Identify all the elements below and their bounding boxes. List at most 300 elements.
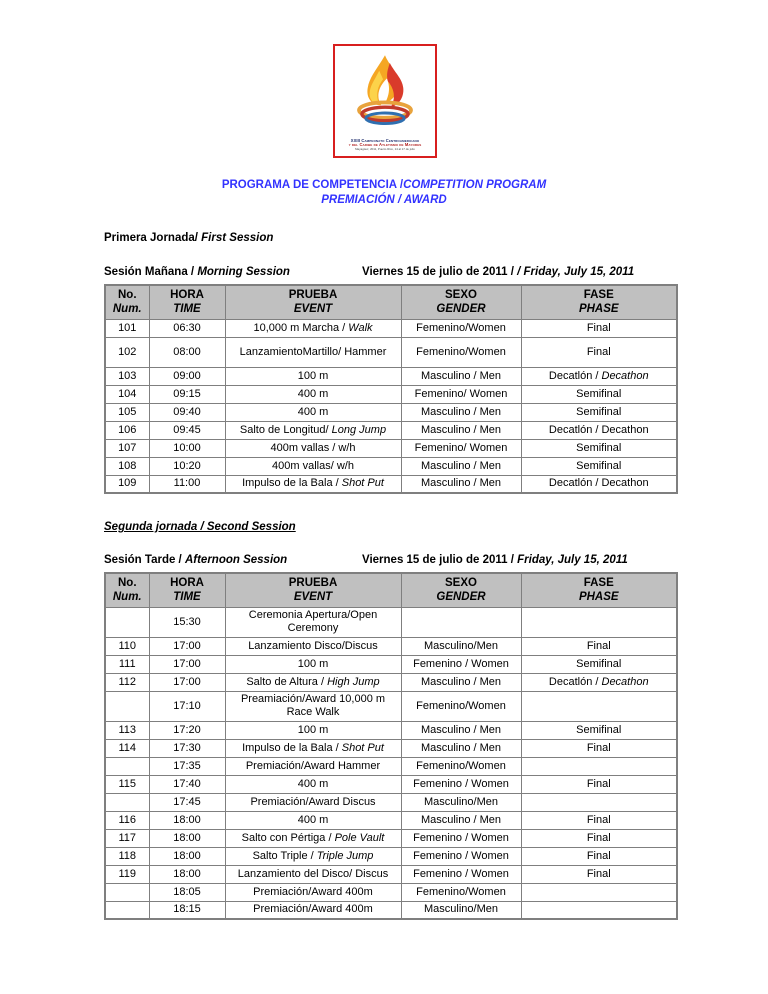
table-row — [105, 829, 677, 847]
cell-number — [105, 793, 149, 811]
cell-gender — [401, 607, 521, 637]
cell-phase-text: Final — [586, 639, 611, 652]
table-row — [105, 457, 677, 475]
cell-phase — [521, 607, 677, 637]
cell-event-text: Impulso de la Bala / — [242, 741, 342, 754]
cell-gender — [401, 847, 521, 865]
cell-number — [105, 829, 149, 847]
col-header-no-en: Num. — [112, 591, 142, 604]
cell-phase — [521, 385, 677, 403]
table-row — [105, 811, 677, 829]
cell-number-text: 102 — [118, 345, 137, 358]
cell-gender — [401, 403, 521, 421]
cell-time — [149, 439, 225, 457]
morning-session-date — [362, 266, 634, 278]
cell-gender — [401, 721, 521, 739]
cell-phase — [521, 721, 677, 739]
afternoon-session-date-es: Viernes 15 de julio de 2011 / — [362, 554, 518, 566]
cell-phase — [521, 739, 677, 757]
col-header-phase-es: FASE — [583, 577, 614, 590]
cell-time-text: 15:30 — [173, 615, 201, 628]
cell-phase — [521, 637, 677, 655]
cell-phase — [521, 757, 677, 775]
cell-number — [105, 385, 149, 403]
cell-gender-text: Masculino / Men — [420, 423, 502, 436]
first-session-heading — [104, 232, 273, 244]
col-header-no-en: Num. — [112, 303, 142, 316]
cell-gender — [401, 829, 521, 847]
table-row — [105, 655, 677, 673]
logo-inner — [335, 46, 435, 156]
col-header-no-es: No. — [117, 289, 137, 302]
cell-gender — [401, 865, 521, 883]
cell-phase — [521, 793, 677, 811]
cell-event — [225, 883, 401, 901]
cell-number-text: 106 — [118, 423, 137, 436]
cell-number — [105, 811, 149, 829]
cell-phase-text: Final — [586, 813, 611, 826]
cell-phase — [521, 775, 677, 793]
cell-phase — [521, 475, 677, 493]
cell-number — [105, 439, 149, 457]
cell-event-text: Premiación/Award Hammer — [245, 759, 381, 772]
cell-event-text: 400 m — [297, 387, 329, 400]
cell-time-text: 06:30 — [173, 321, 201, 334]
logo-caption-line3: Mayagüez, 2011, Puerto Rico, 14 al 17 de julio — [355, 146, 415, 151]
cell-number-text: 115 — [118, 777, 137, 790]
cell-time — [149, 637, 225, 655]
cell-time-text: 09:00 — [173, 369, 201, 382]
cell-number — [105, 457, 149, 475]
table-row — [105, 367, 677, 385]
cell-time — [149, 757, 225, 775]
cell-gender-text: Femenino/Women — [416, 321, 506, 334]
table-row — [105, 319, 677, 337]
cell-time — [149, 829, 225, 847]
cell-number-text: 112 — [118, 675, 137, 688]
cell-phase-text: Final — [586, 777, 611, 790]
cell-number — [105, 367, 149, 385]
cell-time — [149, 847, 225, 865]
cell-event-text: Salto con Pértiga / — [241, 831, 335, 844]
table-row — [105, 793, 677, 811]
cell-time-text: 17:20 — [173, 723, 201, 736]
morning-schedule-table — [104, 284, 678, 494]
page-title — [0, 178, 768, 208]
col-header-gender-en: GENDER — [436, 303, 486, 316]
cell-event — [225, 367, 401, 385]
cell-phase-text: Decatlón / — [548, 369, 602, 382]
cell-time-text: 10:00 — [173, 441, 201, 454]
cell-phase-text: Decatlón / Decathon — [548, 423, 649, 436]
cell-event — [225, 475, 401, 493]
cell-event — [225, 319, 401, 337]
cell-gender — [401, 811, 521, 829]
cell-gender-text: Masculino/Men — [424, 903, 498, 916]
cell-gender — [401, 385, 521, 403]
cell-time-text: 17:00 — [173, 639, 201, 652]
afternoon-table-head — [105, 573, 677, 607]
flame-torch-icon — [335, 49, 435, 127]
morning-session-label-es: Sesión Mañana / — [104, 266, 198, 278]
page-title-line1-en: COMPETITION PROGRAM — [403, 179, 547, 191]
cell-gender-text: Masculino / Men — [420, 369, 502, 382]
cell-gender-text: Masculino/Men — [424, 639, 498, 652]
afternoon-session-date — [362, 554, 628, 566]
cell-number — [105, 775, 149, 793]
table-row — [105, 607, 677, 637]
afternoon-session-label-en: Afternoon Session — [184, 554, 288, 566]
table-row — [105, 775, 677, 793]
cell-event-text: Lanzamiento del Disco/ Discus — [237, 867, 389, 880]
cell-event-text-en: Walk — [348, 321, 373, 334]
cell-time — [149, 421, 225, 439]
cell-number-text: 104 — [118, 387, 137, 400]
cell-event-text: 100 m — [297, 723, 329, 736]
cell-time — [149, 367, 225, 385]
cell-phase — [521, 865, 677, 883]
cell-gender — [401, 739, 521, 757]
cell-number — [105, 319, 149, 337]
cell-time-text: 17:00 — [173, 657, 201, 670]
cell-gender — [401, 421, 521, 439]
cell-event-text: 100 m — [297, 657, 329, 670]
table-row — [105, 475, 677, 493]
cell-time-text: 18:00 — [173, 813, 201, 826]
col-header-time-es: HORA — [170, 577, 204, 590]
cell-number — [105, 421, 149, 439]
cell-time-text: 17:40 — [173, 777, 201, 790]
morning-session-date-es: Viernes 15 de julio de 2011 / — [362, 266, 518, 278]
cell-event-text-en: Pole Vault — [334, 831, 385, 844]
table-row — [105, 385, 677, 403]
cell-time-text: 17:30 — [173, 741, 201, 754]
page-title-line1 — [0, 178, 768, 193]
cell-number — [105, 655, 149, 673]
cell-phase — [521, 883, 677, 901]
second-session-heading: Segunda jornada / Second Session — [104, 521, 296, 533]
morning-session-label — [104, 266, 290, 278]
table-row — [105, 421, 677, 439]
morning-table-body — [105, 319, 677, 493]
cell-event-text: 400 m — [297, 405, 329, 418]
cell-phase — [521, 811, 677, 829]
col-header-time — [149, 285, 225, 319]
col-header-time — [149, 573, 225, 607]
col-header-phase-en: PHASE — [578, 591, 619, 604]
cell-event — [225, 811, 401, 829]
cell-phase-text: Decatlón / Decathon — [548, 477, 649, 490]
cell-time-text: 17:00 — [173, 675, 201, 688]
cell-number-text: 111 — [118, 657, 136, 670]
cell-gender-text: Masculino / Men — [420, 723, 502, 736]
cell-phase — [521, 673, 677, 691]
table-row — [105, 403, 677, 421]
morning-table-head — [105, 285, 677, 319]
cell-gender-text: Femenino/Women — [416, 759, 506, 772]
cell-event — [225, 421, 401, 439]
cell-gender — [401, 655, 521, 673]
cell-phase — [521, 457, 677, 475]
cell-time-text: 09:40 — [173, 405, 201, 418]
cell-event-text: Lanzamiento Disco/Discus — [248, 639, 378, 652]
cell-time-text: 11:00 — [173, 477, 201, 490]
cell-phase-text: Decatlón / — [548, 675, 602, 688]
cell-time-text: 18:00 — [173, 831, 201, 844]
cell-number-text: 109 — [118, 477, 137, 490]
cell-number-text: 119 — [118, 867, 137, 880]
page-title-line1-es: PROGRAMA DE COMPETENCIA / — [221, 179, 404, 191]
col-header-no — [105, 285, 149, 319]
table-row — [105, 847, 677, 865]
cell-number-text: 108 — [118, 459, 137, 472]
cell-phase-text: Final — [586, 321, 611, 334]
cell-time-text: 09:15 — [173, 387, 201, 400]
cell-gender — [401, 367, 521, 385]
col-header-phase — [521, 285, 677, 319]
cell-time — [149, 901, 225, 919]
cell-time — [149, 319, 225, 337]
col-header-gender — [401, 285, 521, 319]
cell-event-text: Premiación/Award Discus — [250, 795, 376, 808]
cell-number — [105, 847, 149, 865]
col-header-gender-es: SEXO — [445, 577, 477, 590]
cell-event-text: 10,000 m Marcha / — [253, 321, 349, 334]
afternoon-session-label — [104, 554, 287, 566]
cell-phase-text: Final — [586, 867, 611, 880]
col-header-gender-en: GENDER — [436, 591, 486, 604]
cell-gender-text: Femenino/ Women — [414, 387, 508, 400]
cell-gender — [401, 901, 521, 919]
cell-gender-text: Masculino / Men — [420, 459, 502, 472]
cell-gender — [401, 793, 521, 811]
cell-time-text: 18:15 — [173, 903, 201, 916]
cell-phase-text: Semifinal — [576, 405, 622, 418]
cell-phase-text-en: Decathon — [601, 369, 649, 382]
cell-event — [225, 757, 401, 775]
cell-phase-text: Semifinal — [576, 723, 622, 736]
col-header-event — [225, 573, 401, 607]
cell-phase — [521, 691, 677, 721]
cell-gender — [401, 691, 521, 721]
cell-event-text: 400 m — [297, 813, 329, 826]
cell-phase — [521, 655, 677, 673]
cell-gender — [401, 673, 521, 691]
table-row — [105, 901, 677, 919]
cell-time — [149, 775, 225, 793]
cell-phase-text: Semifinal — [576, 459, 622, 472]
page-title-line2: PREMIACIÓN / AWARD — [321, 194, 447, 206]
table-row — [105, 739, 677, 757]
cell-number-text: 117 — [118, 831, 137, 844]
cell-event — [225, 739, 401, 757]
cell-event — [225, 721, 401, 739]
table-row — [105, 673, 677, 691]
col-header-gender-es: SEXO — [445, 289, 477, 302]
table-row — [105, 757, 677, 775]
cell-event-text-en: Shot Put — [341, 741, 384, 754]
col-header-phase-en: PHASE — [578, 303, 619, 316]
logo-caption-line2: y del Caribe de Atletismo de Mayores — [348, 142, 422, 148]
cell-phase — [521, 847, 677, 865]
morning-session-date-en: / Friday, July 15, 2011 — [517, 266, 635, 278]
cell-gender — [401, 637, 521, 655]
cell-gender — [401, 319, 521, 337]
cell-event — [225, 637, 401, 655]
cell-gender — [401, 883, 521, 901]
cell-gender — [401, 439, 521, 457]
cell-number — [105, 739, 149, 757]
table-row — [105, 439, 677, 457]
afternoon-session-date-en: Friday, July 15, 2011 — [517, 554, 628, 566]
cell-phase-text: Final — [586, 849, 611, 862]
cell-event — [225, 337, 401, 367]
cell-number — [105, 691, 149, 721]
cell-number — [105, 403, 149, 421]
cell-gender-text: Masculino/Men — [424, 795, 498, 808]
cell-event — [225, 385, 401, 403]
col-header-phase-es: FASE — [583, 289, 614, 302]
cell-gender — [401, 775, 521, 793]
cell-event-text-en: Long Jump — [331, 423, 387, 436]
table-header-row — [105, 573, 677, 607]
cell-event-text-en: Shot Put — [341, 477, 384, 490]
cell-number — [105, 673, 149, 691]
cell-phase — [521, 337, 677, 367]
cell-event-text-en: Triple Jump — [316, 849, 374, 862]
cell-time-text: 17:45 — [173, 795, 201, 808]
col-header-event — [225, 285, 401, 319]
cell-event-text: Premiación/Award 400m — [253, 885, 373, 898]
cell-phase — [521, 319, 677, 337]
championship-logo — [333, 44, 437, 158]
cell-gender — [401, 337, 521, 367]
col-header-no — [105, 573, 149, 607]
cell-time — [149, 811, 225, 829]
cell-phase — [521, 367, 677, 385]
cell-gender-text: Masculino / Men — [420, 813, 502, 826]
morning-session-label-en: Morning Session — [197, 266, 290, 278]
table-row — [105, 883, 677, 901]
cell-number — [105, 475, 149, 493]
cell-gender-text: Femenino / Women — [413, 849, 509, 862]
cell-gender-text: Femenino/ Women — [414, 441, 508, 454]
cell-event-text: 400m vallas/ w/h — [272, 459, 354, 472]
cell-number — [105, 865, 149, 883]
cell-time — [149, 475, 225, 493]
cell-phase — [521, 403, 677, 421]
cell-gender-text: Femenino / Women — [413, 777, 509, 790]
first-session-heading-en: First Session — [201, 232, 274, 244]
cell-time — [149, 385, 225, 403]
table-row — [105, 865, 677, 883]
cell-phase-text: Final — [586, 831, 611, 844]
logo-caption — [335, 139, 435, 151]
cell-number-text: 101 — [118, 321, 137, 334]
cell-gender-text: Femenino / Women — [413, 831, 509, 844]
cell-event-text: 400 m — [297, 777, 329, 790]
cell-number — [105, 337, 149, 367]
cell-time — [149, 655, 225, 673]
cell-number — [105, 607, 149, 637]
cell-event — [225, 403, 401, 421]
logo-caption-line1: XXIII Campeonato Centroamericano — [350, 137, 420, 143]
cell-time — [149, 457, 225, 475]
cell-number-text: 113 — [118, 723, 137, 736]
cell-gender-text: Femenino/Women — [416, 885, 506, 898]
table-row — [105, 637, 677, 655]
cell-event-text: Salto de Altura / — [246, 675, 328, 688]
cell-gender-text: Femenino/Women — [416, 345, 506, 358]
cell-time — [149, 721, 225, 739]
cell-number-text: 105 — [118, 405, 137, 418]
cell-event — [225, 775, 401, 793]
cell-event — [225, 607, 401, 637]
cell-gender-text: Masculino / Men — [420, 405, 502, 418]
cell-phase-text: Semifinal — [576, 387, 622, 400]
cell-phase — [521, 901, 677, 919]
cell-event-text: 100 m — [297, 369, 329, 382]
cell-event — [225, 655, 401, 673]
col-header-event-en: EVENT — [293, 591, 333, 604]
cell-phase — [521, 421, 677, 439]
cell-time-text: 09:45 — [173, 423, 201, 436]
col-header-event-es: PRUEBA — [288, 577, 338, 590]
cell-event — [225, 901, 401, 919]
afternoon-session-label-es: Sesión Tarde / — [104, 554, 185, 566]
col-header-no-es: No. — [117, 577, 137, 590]
cell-gender — [401, 757, 521, 775]
cell-phase-text-en: Decathon — [601, 675, 649, 688]
table-header-row — [105, 285, 677, 319]
cell-time-text: 17:10 — [173, 699, 201, 712]
cell-event-text: Impulso de la Bala / — [242, 477, 342, 490]
cell-number-text: 114 — [118, 741, 137, 754]
table-row — [105, 691, 677, 721]
cell-time — [149, 739, 225, 757]
cell-event — [225, 829, 401, 847]
cell-phase — [521, 829, 677, 847]
cell-number — [105, 721, 149, 739]
cell-gender-text: Femenino/Women — [416, 699, 506, 712]
cell-time — [149, 337, 225, 367]
first-session-heading-es: Primera Jornada/ — [104, 232, 202, 244]
cell-number-text: 118 — [118, 849, 137, 862]
col-header-time-en: TIME — [173, 303, 201, 316]
cell-number-text: 116 — [118, 813, 137, 826]
col-header-time-es: HORA — [170, 289, 204, 302]
cell-gender — [401, 457, 521, 475]
afternoon-table-body — [105, 607, 677, 919]
cell-gender — [401, 475, 521, 493]
cell-gender-text: Masculino / Men — [420, 675, 502, 688]
cell-phase-text: Final — [586, 741, 611, 754]
cell-number-text: 107 — [118, 441, 137, 454]
cell-number — [105, 883, 149, 901]
cell-number-text: 103 — [118, 369, 137, 382]
cell-time-text: 18:00 — [173, 849, 201, 862]
cell-event — [225, 457, 401, 475]
cell-event — [225, 691, 401, 721]
cell-phase — [521, 439, 677, 457]
cell-number — [105, 901, 149, 919]
cell-time-text: 17:35 — [173, 759, 201, 772]
cell-phase-text: Final — [586, 345, 611, 358]
col-header-event-en: EVENT — [293, 303, 333, 316]
cell-event-text: Premiación/Award 400m — [253, 903, 373, 916]
cell-time-text: 18:00 — [173, 867, 201, 880]
col-header-time-en: TIME — [173, 591, 201, 604]
